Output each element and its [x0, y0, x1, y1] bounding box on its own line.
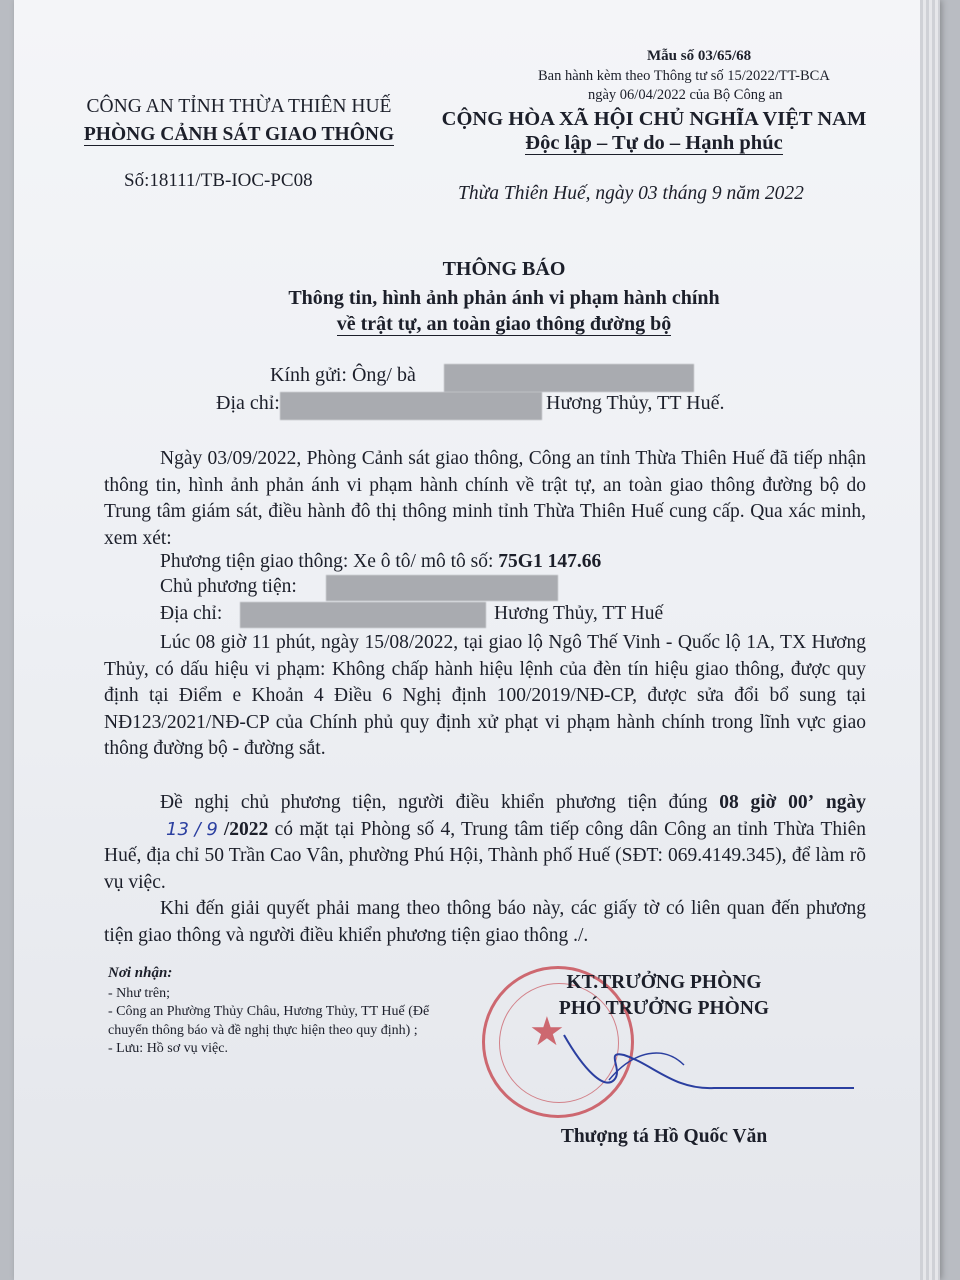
closing-text: Khi đến giải quyết phải mang theo thông báo này, các giấy tờ có liên quan đến phương tiện giao thông và người điều khiển phương tiện giao thông ./. — [104, 898, 866, 946]
agency-name: PHÒNG CẢNH SÁT GIAO THÔNG — [83, 124, 395, 145]
redacted-owner-address — [240, 602, 486, 628]
body-paragraph-1 — [104, 446, 866, 552]
intro-text: Ngày 03/09/2022, Phòng Cảnh sát giao thông, Công an tỉnh Thừa Thiên Huế đã tiếp nhận thông tin, hình ảnh phản ánh vi phạm hành chính về trật tự, an toàn giao thông đường bộ do Trung tâm giám sát, điều hành đô thị thông minh tỉnh Thừa Thiên Huế cung cấp. Qua xác minh, xem xét: — [104, 448, 866, 549]
signer-title-2: PHÓ TRƯỞNG PHÒNG — [558, 998, 770, 1019]
signer-title-1: KT.TRƯỞNG PHÒNG — [566, 972, 762, 993]
recipients-block — [108, 964, 458, 1059]
document-page — [14, 0, 940, 1280]
recipients-heading: Nơi nhận: — [108, 965, 173, 981]
issued-date: ngày 06/04/2022 của Bộ Công an — [588, 87, 783, 103]
redacted-name — [444, 364, 694, 392]
summons-time: 08 giờ 00’ — [719, 792, 815, 813]
vehicle-line — [160, 551, 601, 573]
notice-subtitle-line1: Thông tin, hình ảnh phản ánh vi phạm hành chính — [288, 287, 720, 309]
issued-with: Ban hành kèm theo Thông tư số 15/2022/TT-BCA — [538, 68, 830, 84]
place-and-date: Thừa Thiên Huế, ngày 03 tháng 9 năm 2022 — [458, 183, 804, 204]
recipient-item: - Như trên; — [108, 985, 171, 1001]
summons-day-label: ngày — [825, 792, 866, 813]
salutation: Kính gửi: Ông/ bà — [270, 364, 416, 386]
handwritten-date: 13 / 9 — [166, 818, 218, 840]
agency-name-wrap — [44, 124, 434, 146]
address-tail: Hương Thủy, TT Huế. — [546, 392, 725, 414]
owner-label: Chủ phương tiện: — [160, 576, 297, 597]
document-number: Số:18111/TB-IOC-PC08 — [124, 170, 313, 191]
vehicle-label: Phương tiện giao thông: Xe ô tô/ mô tô số: — [160, 551, 499, 572]
body-paragraph-3 — [104, 790, 866, 896]
owner-address-tail: Hương Thủy, TT Huế — [494, 603, 664, 624]
nation-name: CỘNG HÒA XÃ HỘI CHỦ NGHĨA VIỆT NAM — [441, 108, 867, 130]
national-motto: Độc lập – Tự do – Hạnh phúc — [525, 132, 783, 154]
recipient-item: - Lưu: Hồ sơ vụ việc. — [108, 1041, 228, 1056]
subtitle2-wrap — [44, 313, 940, 336]
body-paragraph-4 — [104, 896, 866, 949]
owner-address-label: Địa chỉ: — [160, 603, 223, 624]
body-paragraph-2 — [104, 630, 866, 763]
summons-text — [104, 790, 866, 896]
agency-parent: CÔNG AN TỈNH THỪA THIÊN HUẾ — [86, 96, 392, 117]
seal-star-icon: ★ — [529, 1009, 565, 1055]
summons-year: /2022 — [223, 818, 269, 840]
form-code: Mẫu số 03/65/68 — [647, 48, 752, 64]
motto-wrap — [414, 132, 894, 155]
recipient-item: - Công an Phường Thủy Châu, Hương Thủy, TT Huế (Để chuyển thông báo và đề nghị thực hiện theo quy định) ; — [108, 1004, 430, 1038]
signer-name: Thượng tá Hồ Quốc Văn — [560, 1126, 768, 1147]
vehicle-plate: 75G1 147.66 — [498, 551, 602, 572]
notice-subtitle-line2: về trật tự, an toàn giao thông đường bộ — [336, 313, 672, 335]
summons-rest: có mặt tại Phòng số 4, Trung tâm tiếp công dân Công an tỉnh Thừa Thiên Huế, địa chỉ 50 Trần Cao Vân, phường Phú Hội, Thành phố Huế (SĐT: 069.4149.345), để làm rõ vụ việc. — [104, 818, 866, 893]
page-stack-edge — [920, 0, 940, 1280]
summons-start: Đề nghị chủ phương tiện, người điều khiển phương tiện đúng — [160, 792, 720, 813]
notice-title: THÔNG BÁO — [442, 258, 566, 280]
violation-text: Lúc 08 giờ 11 phút, ngày 15/08/2022, tại giao lộ Ngô Thế Vinh - Quốc lộ 1A, TX Hương Thủy, có dấu hiệu vi phạm: Không chấp hành hiệu lệnh của đèn tín hiệu giao thông, được quy định tại Điểm e Khoản 4 Điều 6 Nghị định 100/2019/NĐ-CP, được sửa đổi bổ sung tại NĐ123/2021/NĐ-CP của Chính phủ quy định xử phạt vi phạm hành chính trong lĩnh vực giao thông đường bộ - đường sắt. — [104, 632, 866, 760]
redacted-owner — [326, 575, 558, 601]
handwritten-signature-icon — [514, 1010, 874, 1110]
address-label: Địa chỉ: — [216, 392, 280, 414]
redacted-address — [280, 392, 542, 420]
